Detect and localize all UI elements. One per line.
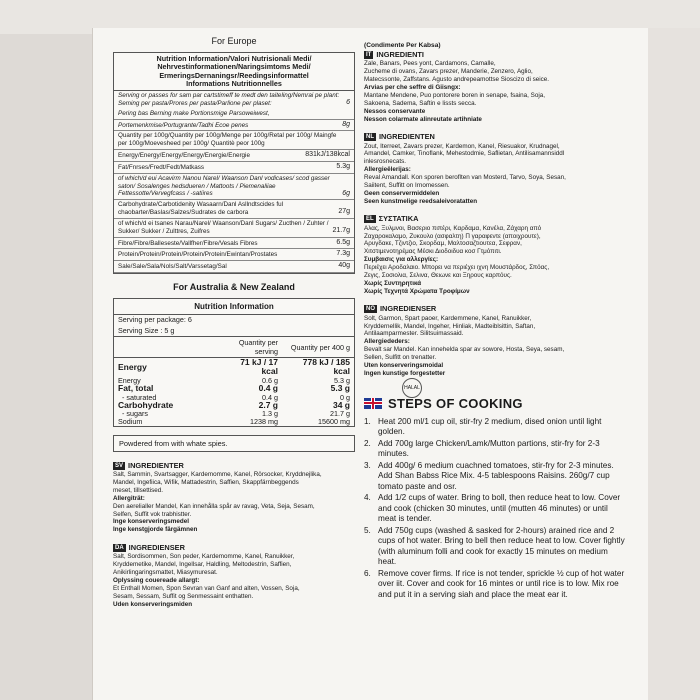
step-text: Add 750g cups (washed & sasked for 2-hours) arained rice and 2 cups of hot water. Bring to bell then reduce heat to low. Cover fightly (with aluminum folli and cook for exactly 15 minutes on medium heat.: [378, 525, 625, 567]
anz-serving-size: Serving Size : 5 g: [118, 325, 175, 335]
nutrient-value: 7.3g: [336, 250, 350, 258]
per-serving-value: 0.4 g: [262, 392, 278, 402]
nutrient-value: 8g: [342, 120, 350, 128]
right-column: [364, 42, 626, 601]
ingredients-block-it: [364, 42, 626, 123]
ingredient-line: Zale, Banars, Pees yont, Cardamons, Camalle,: [364, 60, 496, 68]
ingredient-line: Allergiededers:: [364, 338, 410, 346]
step-text: Add 700g large Chicken/Lamk/Mutton partions, stir-fry for 2-3 minutes.: [378, 438, 600, 459]
step-text: Add 400g/ 6 medium cuachned tomatoes, stir-fry for 2-3 minutes. Add Shan Babss Rice Mix. 4-5 tablespoons Raisins. 260g/7 cup tomato paste and osr.: [378, 460, 614, 491]
step-number: 3.: [364, 460, 371, 470]
per-400g-value: 5.3 g: [334, 375, 350, 385]
ingredients-heading: [364, 132, 626, 141]
step-item: [364, 493, 626, 525]
anz-heading: For Australia & New Zealand: [173, 281, 295, 292]
ingredient-line: Αλας, Ξυλμνοι, Βασεριο πιπέρι, Καρδαμα, Κανέλα, Ζάχαρη από: [364, 224, 542, 232]
nutrition-row: [114, 219, 354, 238]
nutrient-label: Quantity per 100g/Quantity per 100g/Menge per 100g/Retal per 100g/ Maingfe per 100g/Moevesheed per 100g/ Quantitè peor 100g: [118, 132, 337, 148]
per-serving-value: 1.3 g: [262, 409, 278, 419]
ingredient-line: Nessos conservante: [364, 107, 426, 115]
nutrient-value: 6g: [342, 189, 350, 197]
per-400g-value: 34 g: [332, 400, 350, 411]
per-serving-value: 71 kJ / 17 kcal: [240, 357, 278, 377]
nutrition-row: [114, 131, 354, 150]
nutrient-value: 831kJ/138kcal: [305, 151, 350, 159]
ingredients-block-no: [364, 304, 626, 377]
per-serving-value: 2.7 g: [258, 400, 278, 411]
powder-note: Powdered from with whate spies.: [113, 435, 355, 452]
anz-nutrition-panel: [113, 298, 355, 427]
nutrient-label: Fibre/Fibre/Balleseste/Vallfher/Fibre/Vesals Fibres: [118, 239, 258, 247]
nutrition-row: [114, 261, 354, 273]
anz-servings: Serving per package: 6: [118, 314, 192, 324]
nutrient-label: Pering bas Berning make Portionsmige Parsoweiwest,: [118, 109, 270, 117]
ingredient-line: Allergiträt:: [113, 494, 145, 502]
title-line: Nutrition Information/Valori Nutrisionali Medi/: [156, 54, 312, 63]
language-code-badge: NO: [366, 306, 375, 313]
ingredient-line: Zucheme di ovans, Zavars prezer, Manderie, Zenzero, Aglio,: [364, 68, 533, 76]
ingredient-line: Uden konserveringsmiden: [113, 600, 193, 608]
per-400g-value: 21.7 g: [330, 409, 350, 419]
ingredient-line: Mandel, Ingefiica, Wifik, Mattadestrin, Saffien, Skappfärnbeggends: [113, 479, 299, 487]
ingredient-line: Salt, Sammin, Svartsagger, Kardemomme, Kanel, Rörsocker, Kryddnejlika,: [113, 471, 322, 479]
ingredients-block-sv: [113, 461, 355, 534]
ingredients-title: INGREDIENTER: [128, 460, 184, 470]
ingredient-line: Geen conservermiddelen: [364, 189, 440, 197]
ingredients-block-el: [364, 214, 626, 295]
ingredient-line: Kryddemetike, Mandel, Ingellsar, Haldling, Meltodestrin, Saffien,: [113, 561, 292, 569]
language-code-badge: DA: [115, 544, 124, 551]
ingredient-line: Χιτστιμενοτηρέμας Μέσκι Διοδοιδυα κοσ Γτμόπιτι.: [364, 248, 502, 256]
nutrient-label: Protein/Protein/Protein/Protein/Protein/Ewintan/Prostates: [118, 251, 278, 259]
step-number: 1.: [364, 416, 371, 426]
title-line: Nehrvestinformationen/Naringsimtoms Medi/: [157, 62, 311, 72]
ingredient-line: Ζαχαροκαλαμο, Ζυκουλο (ασφαλτη) Π γαραφεντε (αποιχρουτε),: [364, 232, 541, 240]
steps-header: [364, 396, 626, 411]
ingredient-line: Selfen, Suffit vok trabhistter.: [113, 510, 192, 518]
left-column: [113, 30, 355, 608]
nutrition-row: [114, 109, 354, 120]
ingredient-line: Zout, Iterreet, Zavars prezer, Kardemon, Kanel, Riesuakor, Krudnagel,: [364, 142, 560, 150]
ingredient-line: Bevalt sar Mandel. Kan innehelda spar av sowore, Hosta, Seya, sesam,: [364, 346, 565, 354]
ingredients-heading: [113, 543, 355, 552]
step-item: [364, 439, 626, 460]
per-400g-value: 778 kJ / 185 kcal: [302, 357, 350, 377]
nutrient-label: - saturated: [122, 392, 157, 402]
ingredient-line: Kryddernellik, Mandel, Ingeher, Hinliak, Madteiblsittin, Saftan,: [364, 322, 536, 330]
ingredient-line: Περιέχει Αροδαλαιο. Μπορει να περιέχει ιχνη Μουστάρδος, Σπόας,: [364, 264, 550, 272]
per-400g-value: 15600 mg: [318, 417, 350, 427]
nutrient-label: Portemenkmise/Portugrante/Tadhi Ecoe penes: [118, 121, 249, 129]
ingredients-title: INGREDIENSER: [380, 304, 437, 314]
step-item: [364, 526, 626, 568]
nutrient-label: Carbohydrate: [118, 400, 174, 411]
ingredient-line: Antilaamparmester. Silitsuimassaid.: [364, 330, 464, 338]
title-line: ErmeringsDernaningsr/Reedingsinformattel: [159, 70, 309, 80]
ingredient-line: Ζεγις, Σοσιολια, Σελινα, Θειωνε και Ξηρους καρπόυς.: [364, 271, 512, 279]
nutrient-label: Sodium: [118, 417, 143, 427]
steps-list: [364, 417, 626, 601]
serving-value: 6: [346, 99, 350, 107]
per-400g-value: 0 g: [340, 392, 350, 402]
step-number: 5.: [364, 525, 371, 535]
table-row: [114, 401, 354, 410]
ingredient-line: Anikirlingaringsmattet, Miasymuresat.: [113, 569, 218, 577]
ingredients-block-nl: [364, 132, 626, 205]
nutrient-value: 21.7g: [332, 226, 350, 234]
nutrition-row: [114, 249, 354, 261]
anz-nutrition-table: [114, 336, 354, 426]
step-text: Heat 200 ml/1 cup oil, stir-fry 2 medium, dised onion until light golden.: [378, 416, 602, 437]
ingredient-line: Amandel, Camker, Tinoflank, Mehestodmie, Saflietan, Antilisamannsiddl: [364, 150, 565, 158]
condiment-note: (Condimente Per Kabsa): [364, 42, 441, 49]
ingredients-title: INGREDIENTEN: [379, 132, 435, 142]
nutrient-label: Fat/Fnrses/Fredt/Fedt/Matkass: [118, 163, 205, 171]
ingredient-line: Χωρίς Τεχνητά Χρώματα Τροφίμων: [364, 287, 470, 295]
ingredient-line: Saiitent, Suffitt on Irnomessen.: [364, 181, 450, 189]
ingredients-heading: [113, 461, 355, 470]
ingredients-block-da: [113, 543, 355, 608]
ingredient-line: inlesrosnecats.: [364, 158, 406, 166]
ingredient-line: Ingen kunstige forgestetter: [364, 369, 446, 377]
nutrition-row: [114, 238, 354, 250]
per-serving-value: 1238 mg: [250, 417, 278, 427]
nutrient-label: of which/d ei tsanes Narau/Narel/ Waanson/Danl Sugars/ Zucthen / Zuhter / Sukker/ Sukker / Zulttres, Zuifres: [118, 219, 329, 235]
ingredient-line: Reval Amandall. Kon sporen beroflten van Mosterd, Tarvo, Soya, Sesan,: [364, 174, 566, 182]
step-item: [364, 569, 626, 601]
step-number: 6.: [364, 568, 371, 578]
anz-nutrition-title: Nutrition Information: [114, 299, 354, 315]
europe-heading: For Europe: [211, 36, 257, 46]
ingredient-line: Αρυγδακε, Τζιντζιο, Σκορδαμ, Μαλτοσαζτιουτεα, Σεφραν,: [364, 240, 522, 248]
nutrient-value: 40g: [338, 262, 350, 270]
step-number: 2.: [364, 438, 371, 448]
step-text: Remove cover firms. If rice is not tender, sprickle ½ cup of hot water over iit. Cover and cook for 16 mintes or until rice is to low. Mix roe and put it in a serving siah and place the meat ear it.: [378, 568, 625, 599]
uk-flag-icon: [364, 398, 382, 409]
ingredients-heading: [364, 214, 626, 223]
europe-nutrition-title: [114, 53, 354, 91]
nutrient-value: 27g: [338, 208, 350, 216]
nutrient-label: Carbohydrate/Carbotidenity Wasaarn/Danl Asllndtscides ful chaobarter/Baslas/Salzes/Sudrates de carbora: [118, 201, 283, 217]
ingredients-title: INGREDIENSER: [128, 543, 185, 553]
nutrient-label: Fat, total: [118, 383, 154, 394]
nutrient-value: 6.5g: [336, 238, 350, 246]
ingredient-line: Sellen, Sulfitt on trenatter.: [364, 354, 437, 362]
nutrient-label: Energy/Energy/Energy/Energy/Energie/Energie: [118, 152, 250, 160]
ingredient-line: Sakoena, Sadema, Saftin e lissts secca.: [364, 99, 477, 107]
ingredients-heading: [364, 304, 626, 313]
nutrient-label: of which/d eui Acavirm Nanou Narel/ Waanson Danl vodicases/ scod gasser saton/ Sosalenges hedsdueren / Mattoots / Piemenaliiae Fettessotte/Vervegfcass / -satiires: [118, 174, 330, 198]
anz-col-header: Quantity per 400 g: [282, 337, 354, 358]
nutrition-row: [114, 200, 354, 219]
ingredient-line: Συμβαισις για αλλεργίες:: [364, 256, 439, 264]
step-item: [364, 461, 626, 493]
halal-logo: HALAL: [402, 378, 422, 398]
step-text: Add 1/2 cups of water. Bring to boll, then reduce heat to low. Cover and cook (chicken 30 minutes, until (mutten 46 minutes) or until meat is tender.: [378, 493, 621, 524]
ingredient-line: Den aerelialler Mandel, Kan innehålla spår av ravag, Veta, Seja, Sesam,: [113, 502, 315, 510]
language-code-badge: NL: [366, 133, 374, 140]
language-code-badge: EL: [366, 216, 374, 223]
europe-nutrition-table: [113, 52, 355, 274]
language-code-badge: SV: [115, 462, 124, 469]
ingredient-line: Mantane Mendene, Puo pontorere boren in senape, fsaina, Soja,: [364, 91, 545, 99]
ingredients-heading: [364, 50, 626, 59]
serving-line: Seming per pasta/Prores per pasta/Parlione per plaset:: [118, 99, 272, 107]
ingredient-line: Nesson colarmate alinreutate artihniate: [364, 115, 482, 123]
ingredient-line: Sesam, Sessam, Suffit og Senmessaint enthatten.: [113, 592, 254, 600]
ingredient-line: Seen kunstmelige reedsaleivoratatten: [364, 197, 478, 205]
table-row: [114, 358, 354, 377]
steps-title: STEPS OF COOKING: [388, 395, 523, 411]
ingredient-line: Arvias per che seffre di Giisngx:: [364, 84, 461, 92]
nutrient-label: Energy: [118, 361, 147, 372]
nutrient-label: Sale/Sale/Sala/Nols/Salt/Varssetag/Sal: [118, 263, 227, 271]
ingredient-line: Solt, Garmon, Spart paoer, Kardemmene, Kanel, Ranuikker,: [364, 314, 532, 322]
nutrition-row: [114, 120, 354, 132]
step-number: 4.: [364, 493, 371, 503]
table-row: [114, 418, 354, 426]
per-400g-value: 5.3 g: [330, 383, 350, 394]
language-code-badge: IT: [366, 51, 372, 58]
nutrition-row: [114, 174, 354, 201]
per-serving-value: 0.6 g: [262, 375, 278, 385]
ingredients-title: ΣΥΣΤΑΤΙΚΑ: [378, 214, 419, 224]
nutrient-label: Energy: [118, 375, 141, 385]
title-line: Informations Nutritionnelles: [186, 78, 282, 88]
ingredients-title: INGREDIENTI: [376, 50, 424, 60]
step-item: [364, 417, 626, 438]
ingredient-line: Salt, Sordisommen, Son peder, Kardemomme, Kanel, Ranuikker,: [113, 553, 295, 561]
ingredient-line: Allergieëlerijas:: [364, 166, 411, 174]
ingredient-line: Χωρίς Συντηρητικά: [364, 279, 422, 287]
ingredient-line: meset, tillsettised.: [113, 486, 164, 494]
ingredient-line: Matecssonte, Zaffstans. Agusto andrepeamottse Sioscizo di seice.: [364, 76, 550, 84]
steps-section: [364, 384, 626, 601]
nutrition-row: [114, 162, 354, 174]
ingredient-line: Et Enthall Momen, Spon Sevran van Ganf and alten, Vossen, Soja,: [113, 584, 300, 592]
per-serving-value: 0.4 g: [258, 383, 278, 394]
ingredient-line: Oplyssing couereade allargt:: [113, 576, 200, 584]
serving-row: [114, 91, 354, 109]
nutrient-label: - sugars: [122, 409, 148, 419]
anz-col-header: Quantity per serving: [220, 337, 282, 358]
serving-line: Serving or passes for sam par cartstimeff te medt den taiteling/Nemrai pe plant:: [118, 92, 340, 100]
nutrition-row: [114, 150, 354, 162]
ingredient-line: Uten konserveringsmoidal: [364, 361, 444, 369]
nutrient-value: 5.3g: [336, 162, 350, 170]
ingredient-line: Inge konserveringsmedel: [113, 518, 189, 526]
ingredient-line: Inge kenstgjorde färgämnen: [113, 526, 198, 534]
box-side-edge: [648, 28, 700, 700]
